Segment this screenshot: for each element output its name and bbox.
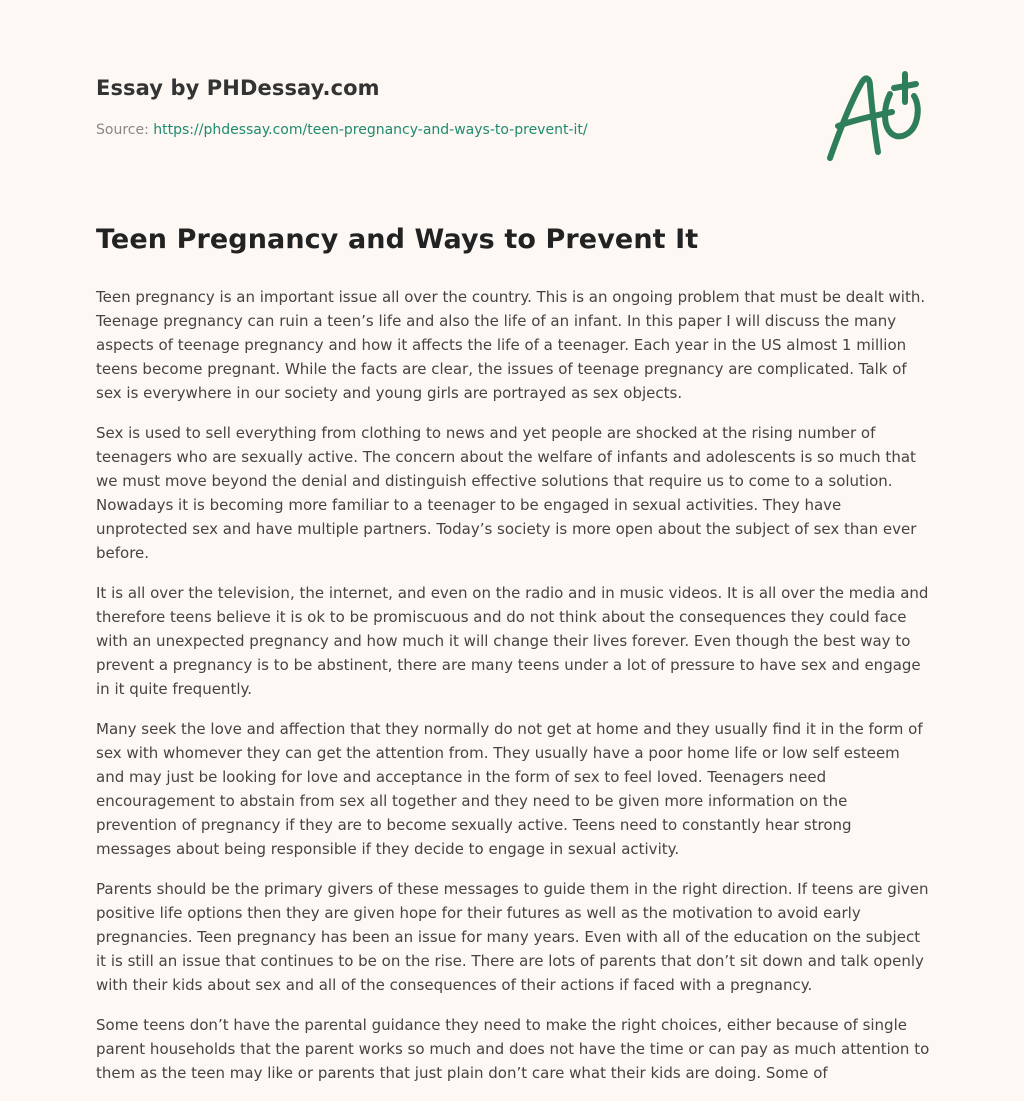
essay-paragraph: Teen pregnancy is an important issue all over the country. This is an ongoing problem that must be dealt with. Teenage pregnancy can ruin a teen’s life and also the life of an infant. In this paper I will discuss the many aspects of teenage pregnancy and how it affects the life of a teenager. Each year in the US almost 1 million teens become pregnant. While the facts are clear, the issues of teenage pregnancy are complicated. Talk of sex is everywhere in our society and young girls are portrayed as sex objects. [96,288,926,402]
brand-title: Essay by PHDessay.com [96,76,380,100]
essay-content [96,224,930,1101]
essay-paragraph: It is all over the television, the internet, and even on the radio and in music videos. It is all over the media and therefore teens believe it is ok to be promiscuous and do not think about the consequences they could face with an unexpected pregnancy and how much it will change their lives forever. Even though the best way to prevent a pregnancy is to be abstinent, there are many teens under a lot of pressure to have sex and engage in it quite frequently. [96,584,929,698]
a-plus-grade-icon [820,64,932,168]
source-link[interactable]: https://phdessay.com/teen-pregnancy-and-ways-to-prevent-it/ [153,122,588,138]
essay-paragraph: Some teens don’t have the parental guidance they need to make the right choices, either because of single parent households that the parent works so much and does not have the time or can pay as much attention to them as the teen may like or parents that just plain don’t care what their kids are doing. Some of [96,1016,930,1082]
essay-paragraph: Many seek the love and affection that they normally do not get at home and they usually find it in the form of sex with whomever they can get the attention from. They usually have a poor home life or low self esteem and may just be looking for love and acceptance in the form of sex to feel loved. Teenagers need encouragement to abstain from sex all together and they need to be given more information on the prevention of pregnancy if they are to become sexually active. Teens need to constantly hear strong messages about being responsible if they decide to engage in sexual activity. [96,720,923,858]
source-line [96,122,796,138]
source-label: Source: [96,122,154,138]
essay-paragraph: Sex is used to sell everything from clothing to news and yet people are shocked at the rising number of teenagers who are sexually active. The concern about the welfare of infants and adolescents is so much that we must move beyond the denial and distinguish effective solutions that require us to come to a solution. Nowadays it is becoming more familiar to a teenager to be engaged in sexual activities. They have unprotected sex and have multiple partners. Today’s society is more open about the subject of sex than ever before. [96,424,917,562]
essay-paragraph: Parents should be the primary givers of these messages to guide them in the right direction. If teens are given positive life options then they are given hope for their futures as well as the motivation to avoid early pregnancies. Teen pregnancy has been an issue for many years. Even with all of the education on the subject it is still an issue that continues to be on the rise. There are lots of parents that don’t sit down and talk openly with their kids about sex and all of the consequences of their actions if faced with a pregnancy. [96,880,929,994]
essay-title: Teen Pregnancy and Ways to Prevent It [96,224,699,255]
essay-header [96,76,796,138]
